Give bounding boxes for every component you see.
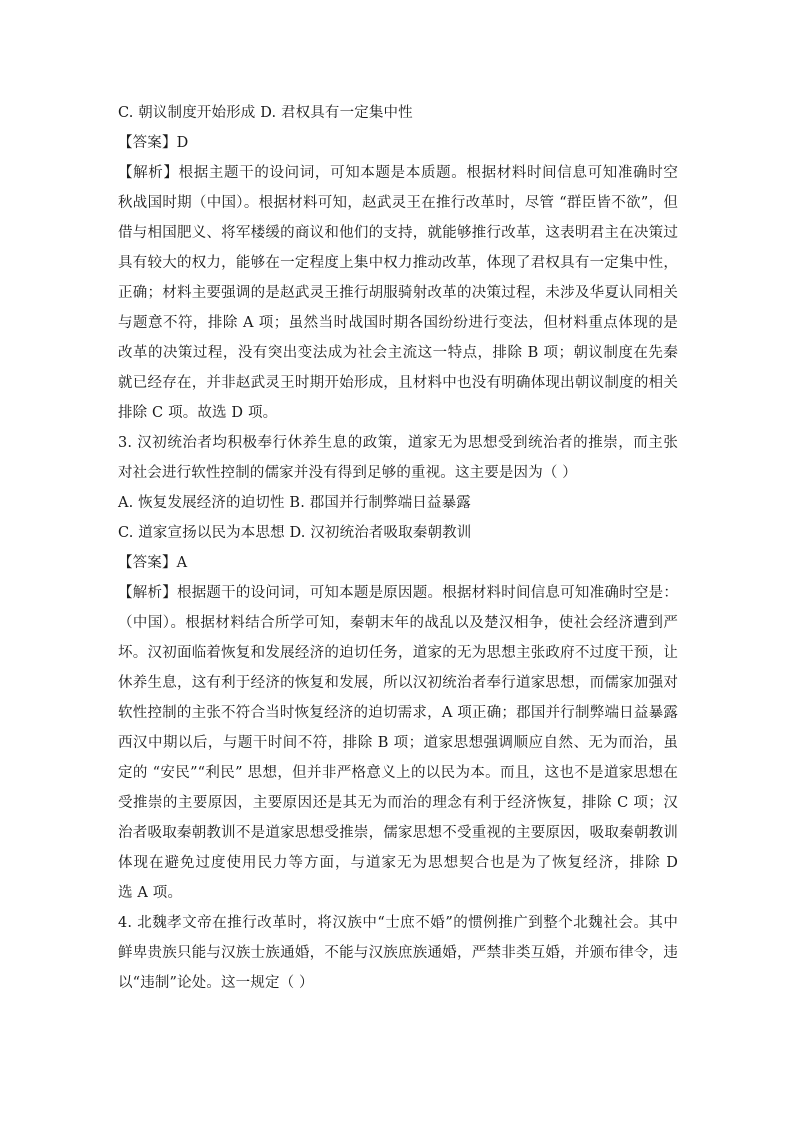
analysis-line-end: 选 A 项。 xyxy=(118,885,183,901)
analysis-line: 受推崇的主要原因，主要原因还是其无为而治的理念有利于经济恢复，排除 C 项；汉 xyxy=(118,795,678,811)
analysis-line: 休养生息，这有利于经济的恢复和发展，所以汉初统治者奉行道家思想，而儒家加强对 xyxy=(118,675,678,691)
analysis-line: 【解析】根据主题干的设问词，可知本题是本质题。根据材料时间信息可知准确时空 xyxy=(118,165,678,181)
analysis-line: 坏。汉初面临着恢复和发展经济的迫切任务，道家的无为思想主张政府不过度干预，让 xyxy=(118,645,678,661)
answer-line: 【答案】D xyxy=(118,135,189,151)
analysis-line: 软性控制的主张不符合当时恢复经济的迫切需求，A 项正确；郡国并行制弊端日益暴露 xyxy=(118,705,678,721)
option-line-a-b: A. 恢复发展经济的迫切性 B. 郡国并行制弊端日益暴露 xyxy=(118,495,471,511)
question-3-line: 对社会进行软性控制的儒家并没有得到足够的重视。这主要是因为（ ） xyxy=(118,465,577,481)
question-4-line: 以“违制”论处。这一规定（ ） xyxy=(118,975,314,991)
analysis-line: 就已经存在，并非赵武灵王时期开始形成，且材料中也没有明确体现出朝议制度的相关 xyxy=(118,375,678,391)
option-line-c-d: C. 朝议制度开始形成 D. 君权具有一定集中性 xyxy=(118,105,413,121)
analysis-line: 【解析】根据题干的设问词，可知本题是原因题。根据材料时间信息可知准确时空是： xyxy=(118,585,678,601)
analysis-line: 与题意不符，排除 A 项；虽然当时战国时期各国纷纷进行变法，但材料重点体现的是 xyxy=(118,315,678,331)
analysis-line: 具有较大的权力，能够在一定程度上集中权力推动改革，体现了君权具有一定集中性， xyxy=(118,255,678,271)
answer-line: 【答案】A xyxy=(118,555,188,571)
document-page xyxy=(118,98,678,998)
analysis-line: 改革的决策过程，没有突出变法成为社会主流这一特点，排除 B 项；朝议制度在先秦 xyxy=(118,345,678,361)
question-4-line: 鲜卑贵族只能与汉族士族通婚，不能与汉族庶族通婚，严禁非类互婚，并颁布律令，违 xyxy=(118,945,678,961)
analysis-line: （中国）。根据材料结合所学可知，秦朝末年的战乱以及楚汉相争，使社会经济遭到严 xyxy=(118,615,678,631)
question-3-line: 3. 汉初统治者均积极奉行休养生息的政策，道家无为思想受到统治者的推崇，而主张 xyxy=(118,435,678,451)
analysis-line-end: 排除 C 项。故选 D 项。 xyxy=(118,405,278,421)
analysis-line: 秋战国时期（中国）。根据材料可知，赵武灵王在推行改革时，尽管 “群臣皆不欲”，但 xyxy=(118,195,678,211)
analysis-line: 借与相国肥义、将军楼缓的商议和他们的支持，就能够推行改革，这表明君主在决策过 xyxy=(118,225,678,241)
analysis-line: 治者吸取秦朝教训不是道家思想受推崇，儒家思想不受重视的主要原因，吸取秦朝教训 xyxy=(118,825,678,841)
analysis-line: 西汉中期以后，与题干时间不符，排除 B 项；道家思想强调顺应自然、无为而治，虽 xyxy=(118,735,678,751)
question-4-line: 4. 北魏孝文帝在推行改革时，将汉族中“士庶不婚”的惯例推广到整个北魏社会。其中 xyxy=(118,915,678,931)
analysis-line: 正确；材料主要强调的是赵武灵王推行胡服骑射改革的决策过程，未涉及华夏认同相关 xyxy=(118,285,678,301)
analysis-line: 体现在避免过度使用民力等方面，与道家无为思想契合也是为了恢复经济，排除 D xyxy=(118,855,678,871)
option-line-c-d: C. 道家宣扬以民为本思想 D. 汉初统治者吸取秦朝教训 xyxy=(118,525,472,541)
analysis-line: 定的 “安民”“利民” 思想，但并非严格意义上的以民为本。而且，这也不是道家思想在 xyxy=(118,765,678,781)
